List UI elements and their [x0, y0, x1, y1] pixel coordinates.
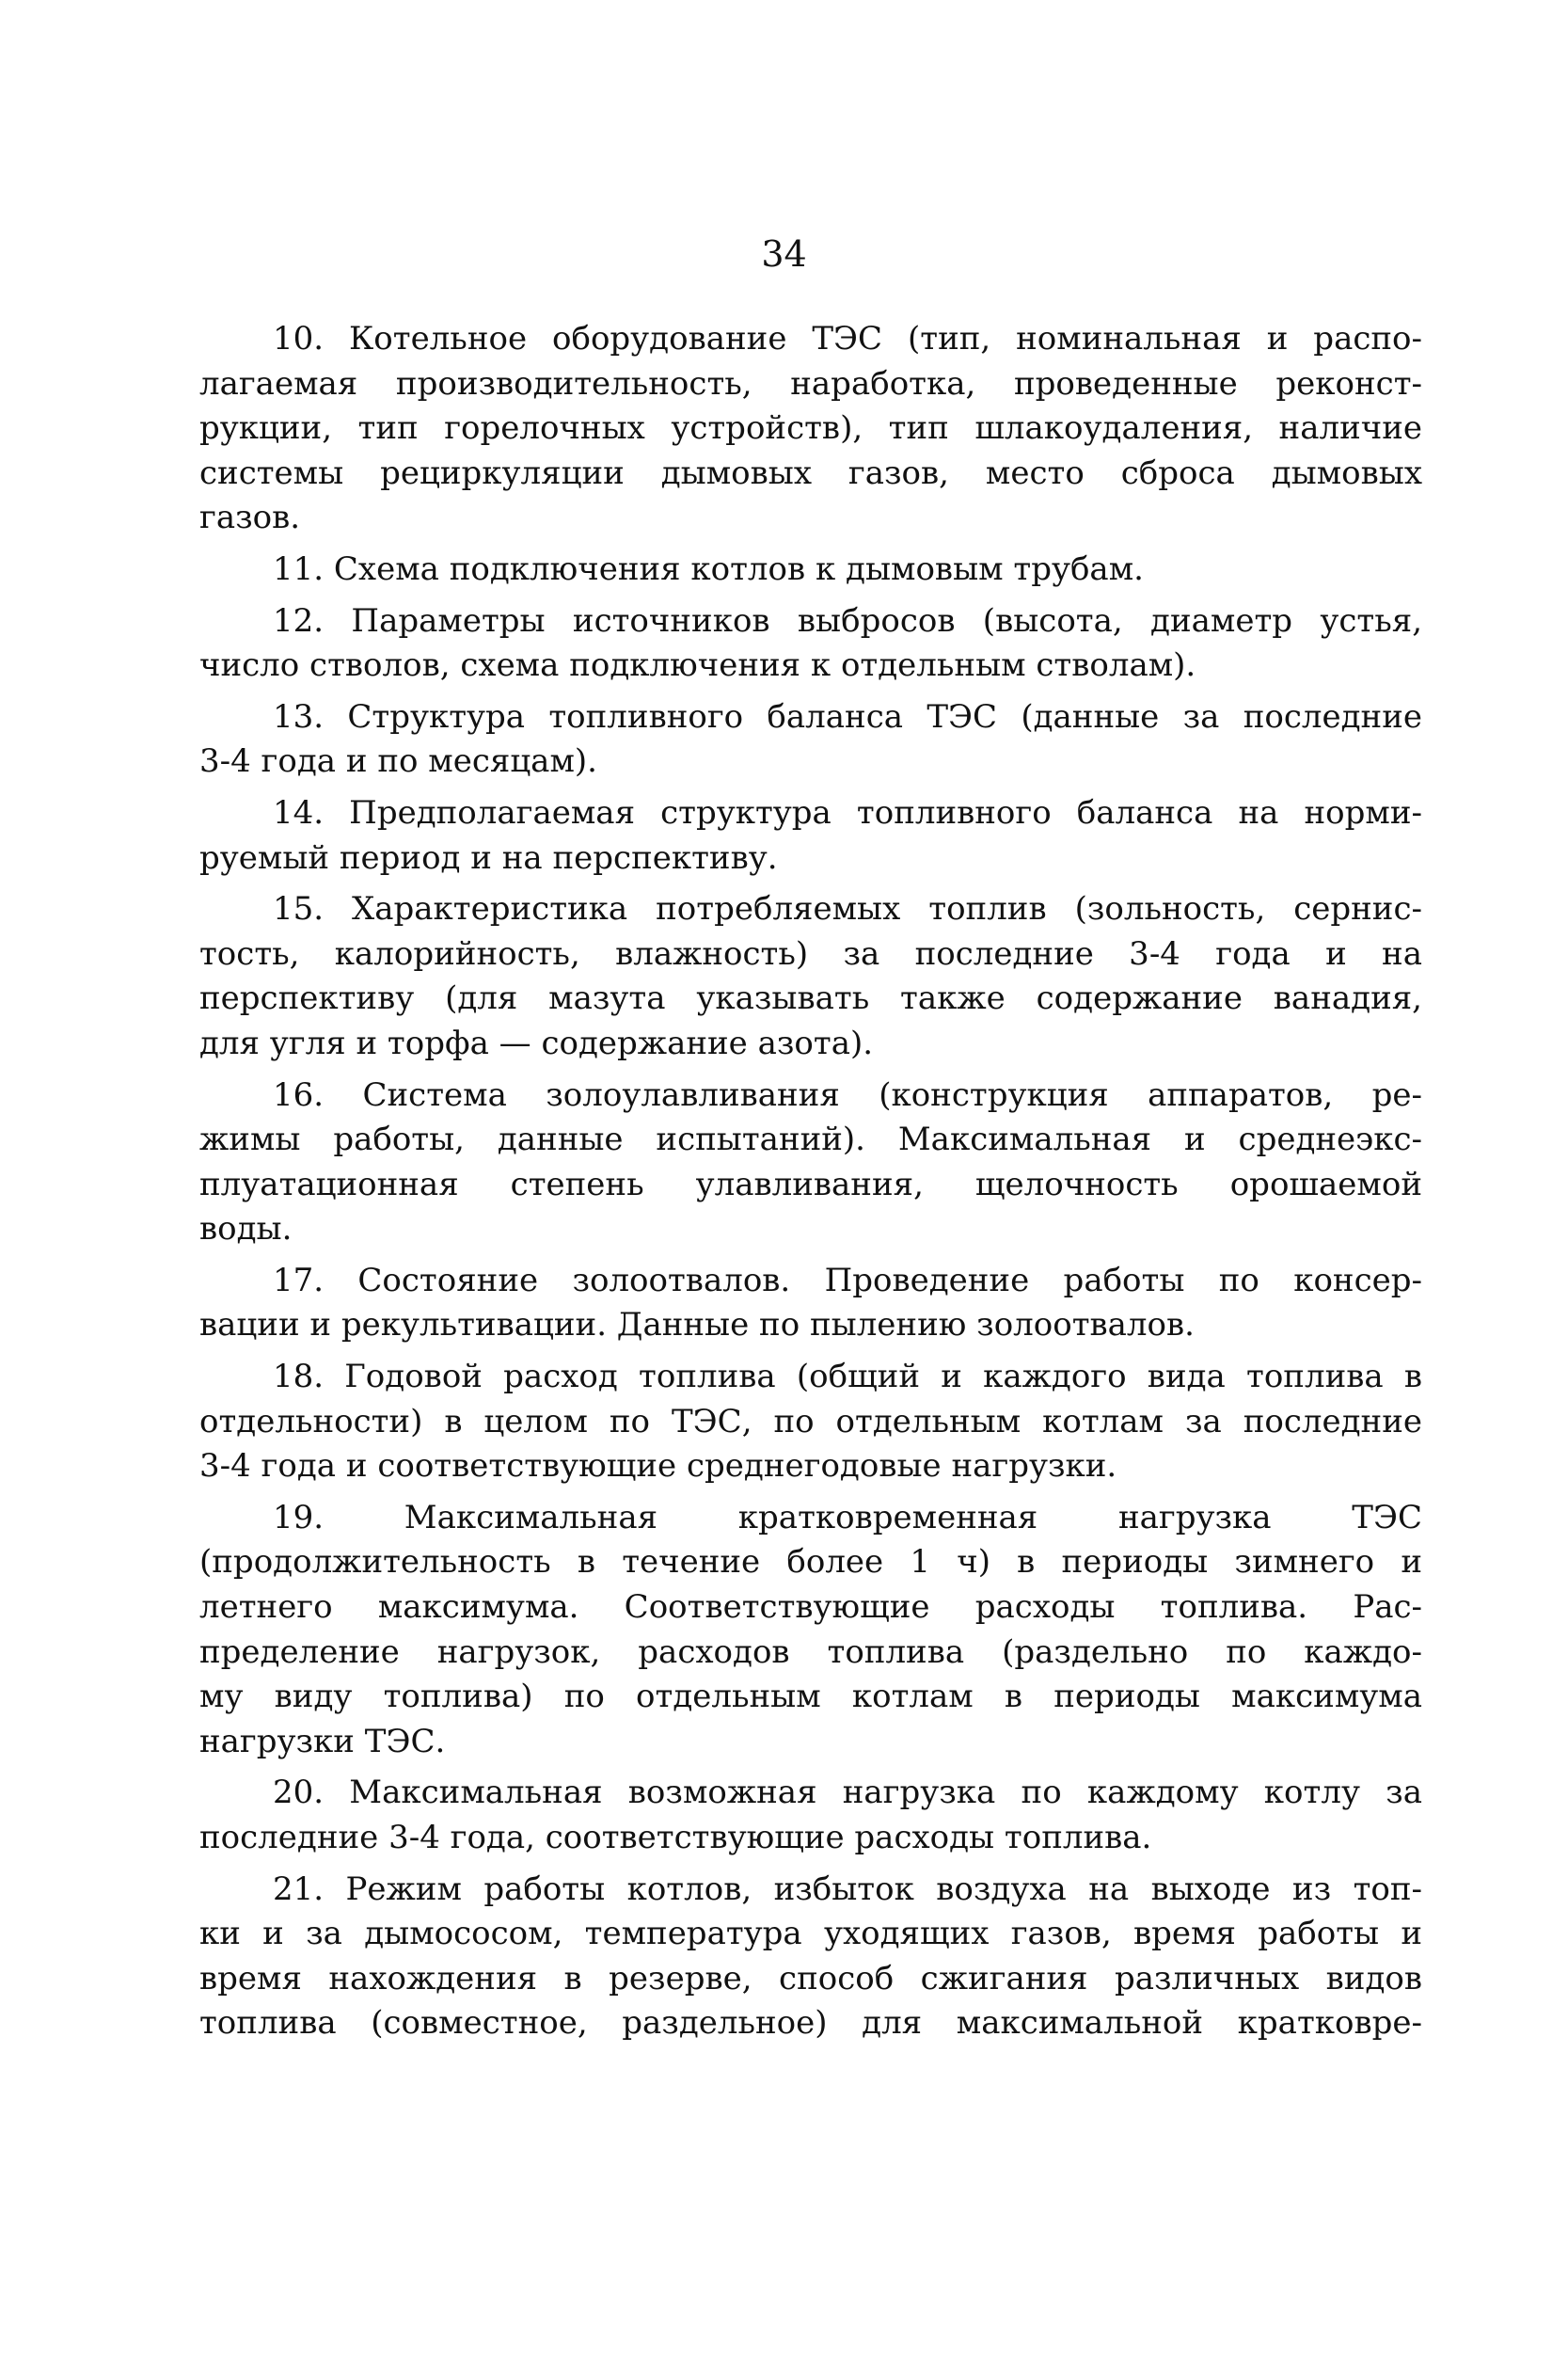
item-line: 11. Схема подключения котлов к дымовым трубам. — [273, 549, 1144, 588]
list-item-13 — [199, 695, 1422, 785]
item-line: ки и за дымососом, температура уходящих газов, время работы и — [199, 1915, 1422, 1953]
list-item-17 — [199, 1259, 1422, 1348]
item-line: 3-4 года и по месяцам). — [199, 742, 597, 781]
item-line: плуатационная степень улавливания, щелочность орошаемой — [199, 1165, 1422, 1203]
item-line: 17. Состояние золоотвалов. Проведение работы по консер- — [273, 1261, 1422, 1299]
list-item-19 — [199, 1496, 1422, 1765]
item-line: му виду топлива) по отдельным котлам в периоды максимума — [199, 1678, 1422, 1716]
item-line: нагрузки ТЭС. — [199, 1722, 446, 1760]
item-line: 19. Максимальная кратковременная нагрузка ТЭС — [273, 1498, 1422, 1536]
item-line: рукции, тип горелочных устройств), тип шлакоудаления, наличие — [199, 409, 1422, 448]
item-line: перспективу (для мазута указывать также содержание ванадия, — [199, 979, 1422, 1018]
list-item-12 — [199, 599, 1422, 689]
item-line: 15. Характеристика потребляемых топлив (зольность, сернис- — [273, 890, 1422, 929]
item-line: системы рециркуляции дымовых газов, место сброса дымовых — [199, 453, 1422, 492]
list-item-11 — [199, 548, 1422, 593]
item-line: для угля и торфа — содержание азота). — [199, 1024, 874, 1062]
item-line: жимы работы, данные испытаний). Максимальная и среднеэкс- — [199, 1121, 1422, 1159]
item-line: 13. Структура топливного баланса ТЭС (данные за последние — [273, 697, 1422, 736]
page-number: 34 — [761, 233, 807, 275]
list-item-16 — [199, 1074, 1422, 1252]
page-body — [199, 317, 1422, 2053]
item-line: 21. Режим работы котлов, избыток воздуха на выходе из топ- — [273, 1870, 1422, 1908]
item-line: тость, калорийность, влажность) за последние 3-4 года и на — [199, 934, 1422, 973]
item-line: газов. — [199, 499, 301, 537]
list-item-14 — [199, 791, 1422, 881]
list-item-21 — [199, 1868, 1422, 2046]
item-line: летнего максимума. Соответствующие расходы топлива. Рас- — [199, 1588, 1422, 1627]
item-line: 10. Котельное оборудование ТЭС (тип, номинальная и распо- — [273, 320, 1422, 358]
item-line: время нахождения в резерве, способ сжигания различных видов — [199, 1959, 1422, 1997]
list-item-15 — [199, 887, 1422, 1066]
item-line: вации и рекультивации. Данные по пылению золоотвалов. — [199, 1306, 1195, 1345]
item-line: 3-4 года и соответствующие среднегодовые нагрузки. — [199, 1447, 1117, 1486]
item-line: 18. Годовой расход топлива (общий и каждого вида топлива в — [273, 1358, 1422, 1396]
list-item-18 — [199, 1355, 1422, 1489]
item-line: 14. Предполагаемая структура топливного баланса на норми- — [273, 793, 1422, 832]
item-line: лагаемая производительность, наработка, проведенные реконст- — [199, 364, 1422, 403]
item-line: 16. Система золоулавливания (конструкция аппаратов, ре- — [273, 1075, 1422, 1114]
list-item-10 — [199, 317, 1422, 541]
item-line: воды. — [199, 1210, 293, 1249]
item-line: руемый период и на перспективу. — [199, 838, 778, 877]
item-line: пределение нагрузок, расходов топлива (раздельно по каждо- — [199, 1632, 1422, 1671]
item-line: топлива (совместное, раздельное) для максимальной кратковре- — [199, 2004, 1422, 2043]
item-line: число стволов, схема подключения к отдельным стволам). — [199, 646, 1196, 685]
item-line: 12. Параметры источников выбросов (высота, диаметр устья, — [273, 601, 1422, 640]
item-line: 20. Максимальная возможная нагрузка по каждому котлу за — [273, 1774, 1422, 1812]
item-line: отдельности) в целом по ТЭС, по отдельным котлам за последние — [199, 1402, 1422, 1440]
list-item-20 — [199, 1771, 1422, 1860]
item-line: (продолжительность в течение более 1 ч) в периоды зимнего и — [199, 1543, 1422, 1582]
item-line: последние 3-4 года, соответствующие расходы топлива. — [199, 1819, 1152, 1856]
